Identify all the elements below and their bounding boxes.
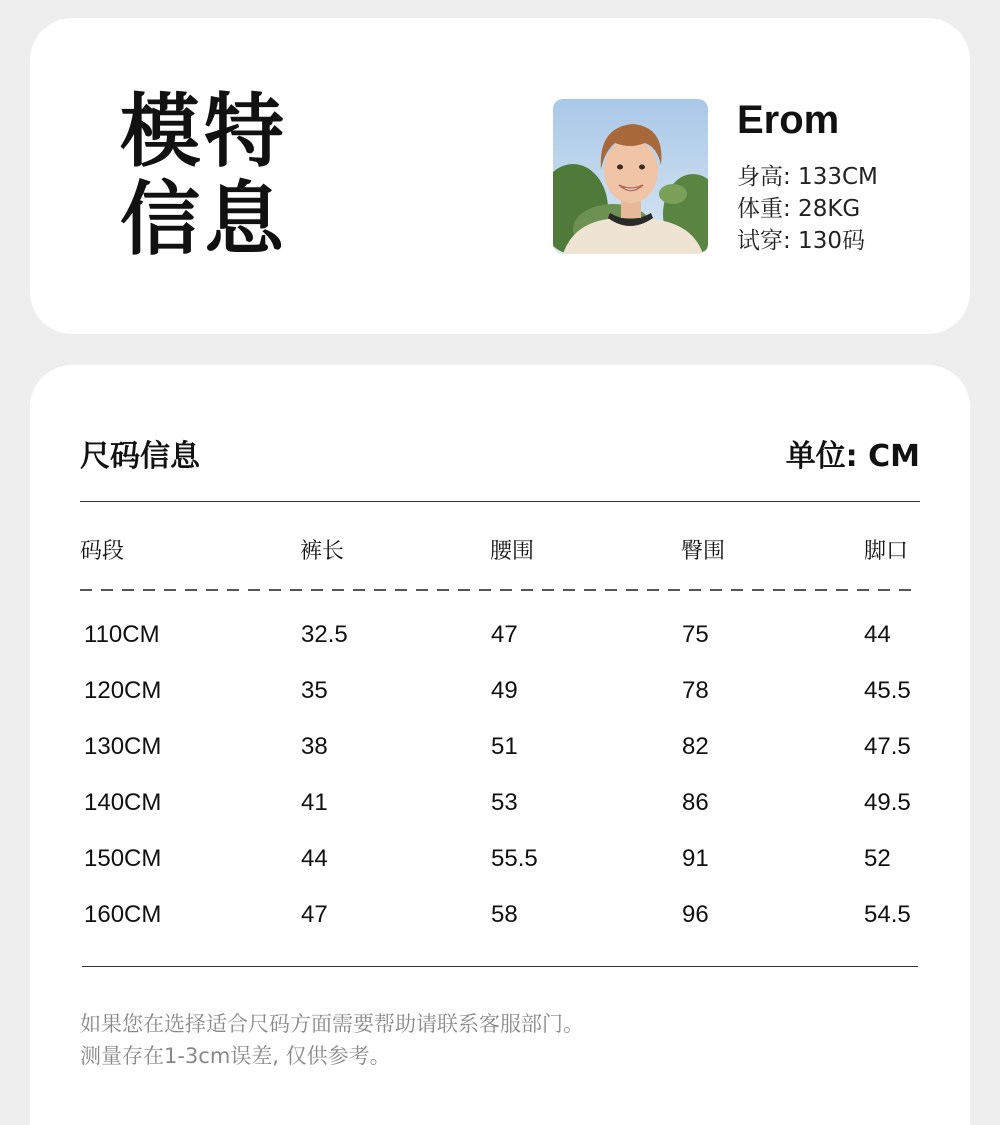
row-waist: 53	[491, 789, 518, 816]
model-trial-size: 试穿: 130码	[737, 228, 865, 254]
header-pants-length: 裤长	[300, 539, 345, 564]
child-portrait-photo-icon	[553, 99, 708, 254]
row-waist: 51	[491, 733, 518, 760]
size-header	[80, 437, 920, 477]
row-size: 140CM	[84, 789, 162, 816]
row-leg-opening: 54.5	[864, 901, 911, 928]
row-hip: 82	[682, 733, 709, 760]
row-hip: 86	[682, 789, 709, 816]
row-size: 160CM	[84, 901, 162, 928]
row-pants-length: 47	[301, 901, 328, 928]
row-hip: 75	[682, 621, 709, 648]
model-title-line-2: 信息	[120, 173, 288, 266]
table-bottom-divider	[82, 966, 918, 967]
row-pants-length: 41	[301, 789, 328, 816]
row-leg-opening: 45.5	[864, 677, 911, 704]
row-waist: 55.5	[491, 845, 538, 872]
row-waist: 47	[491, 621, 518, 648]
row-waist: 49	[491, 677, 518, 704]
row-pants-length: 44	[301, 845, 328, 872]
row-waist: 58	[491, 901, 518, 928]
row-size: 120CM	[84, 677, 162, 704]
header-waist: 腰围	[490, 539, 535, 564]
unit-label: 单位: CM	[785, 439, 920, 474]
row-pants-length: 35	[301, 677, 328, 704]
model-stats	[737, 161, 878, 257]
model-info-card	[30, 18, 970, 334]
header-hip: 臀围	[681, 539, 726, 564]
row-pants-length: 38	[301, 733, 328, 760]
row-leg-opening: 49.5	[864, 789, 911, 816]
row-leg-opening: 44	[864, 621, 891, 648]
row-pants-length: 32.5	[301, 621, 348, 648]
size-note	[80, 1008, 584, 1072]
row-hip: 96	[682, 901, 709, 928]
header-leg-opening: 脚口	[864, 539, 909, 564]
header-divider	[80, 501, 920, 502]
row-hip: 78	[682, 677, 709, 704]
model-info-title	[120, 85, 288, 266]
header-size-range: 码段	[80, 539, 125, 564]
row-size: 110CM	[84, 621, 160, 648]
size-note-line-1: 如果您在选择适合尺码方面需要帮助请联系客服部门。	[80, 1012, 584, 1036]
table-header-dashed-divider	[80, 589, 920, 591]
size-note-line-2: 测量存在1-3cm误差, 仅供参考。	[80, 1044, 391, 1068]
size-title: 尺码信息	[80, 439, 200, 474]
model-height: 身高: 133CM	[737, 164, 878, 190]
size-info-card	[30, 365, 970, 1125]
model-name: Erom	[737, 98, 840, 142]
model-weight: 体重: 28KG	[737, 196, 861, 222]
row-leg-opening: 47.5	[864, 733, 911, 760]
row-leg-opening: 52	[864, 845, 891, 872]
model-photo	[553, 99, 708, 254]
row-size: 150CM	[84, 845, 162, 872]
row-size: 130CM	[84, 733, 162, 760]
row-hip: 91	[682, 845, 709, 872]
model-title-line-1: 模特	[120, 85, 288, 178]
